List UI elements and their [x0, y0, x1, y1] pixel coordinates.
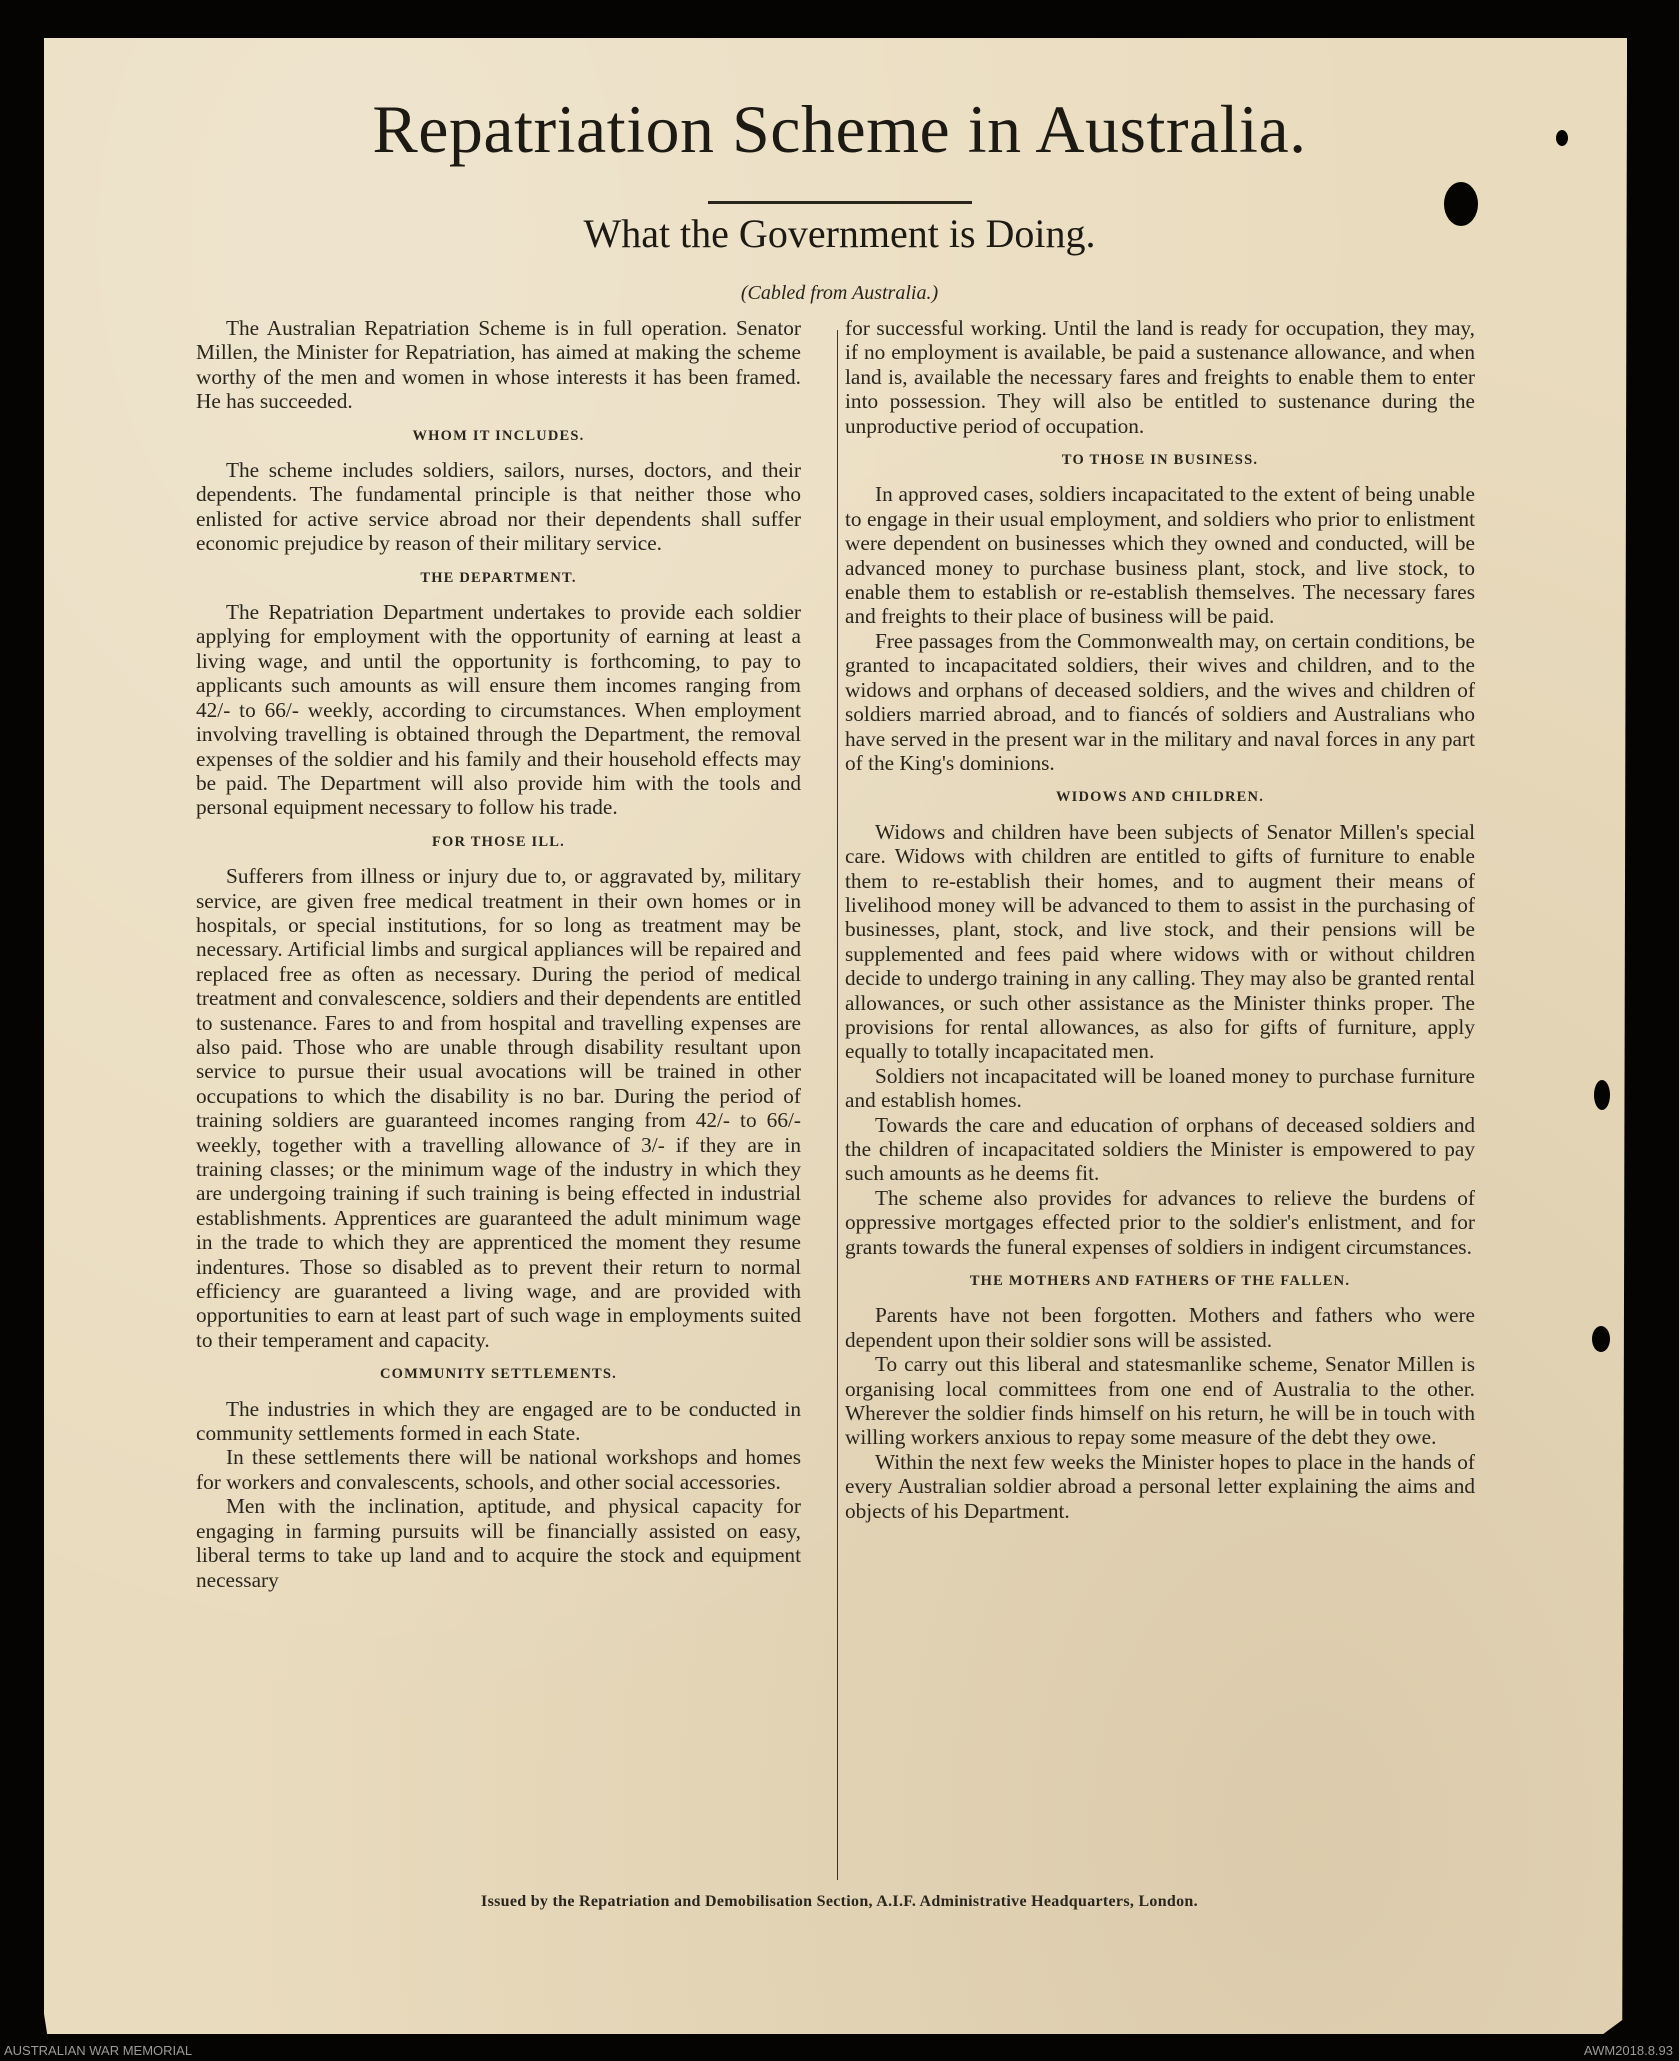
issued-by-footer: Issued by the Repatriation and Demobilisation Section, A.I.F. Administrative Headquarters, London. [481, 1893, 1198, 1910]
section-heading: THE DEPARTMENT. [420, 569, 577, 586]
paragraph: Parents have not been forgotten. Mothers and fathers who were dependent upon their soldier sons will be assisted. [845, 1303, 1475, 1352]
paragraph: Towards the care and education of orphans of deceased soldiers and the children of incapacitated soldiers the Minister is empowered to pay such amounts as he deems fit. [845, 1112, 1475, 1186]
title-divider [708, 201, 972, 204]
paragraph: In these settlements there will be national workshops and homes for workers and convalescents, schools, and other social accessories. [196, 1445, 801, 1494]
section-heading: FOR THOSE ILL. [432, 833, 565, 850]
paragraph: In approved cases, soldiers incapacitated to the extent of being unable to engage in their usual employment, and soldiers who prior to enlistment were dependent on businesses which they owned and conducted, will be advanced money to purchase business plant, stock, and live stock, to enable them to establish or re-establish themselves. The necessary fares and freights to their place of business will be paid. [845, 482, 1475, 629]
section-heading: THE MOTHERS AND FATHERS OF THE FALLEN. [969, 1273, 1351, 1290]
paragraph: Men with the inclination, aptitude, and physical capacity for engaging in farming pursuits will be financially assisted on easy, liberal terms to take up land and to acquire the stock and equipment necessary [196, 1494, 801, 1592]
paragraph: The industries in which they are engaged are to be conducted in community settlements formed in each State. [196, 1396, 801, 1446]
section-heading: TO THOSE IN BUSINESS. [1061, 452, 1259, 469]
right-column [845, 316, 1475, 1523]
archive-reference: AWM2018.8.93 [1583, 2043, 1673, 2058]
column-divider [837, 330, 838, 1880]
section-heading: WIDOWS AND CHILDREN. [1055, 789, 1265, 806]
paragraph: Sufferers from illness or injury due to, or aggravated by, military service, are given free medical treatment in their own homes or in hospitals, or special institutions, for so long as treatment may be necessary. Artificial limbs and surgical appliances will be repaired and replaced free as often as necessary. During the period of medical treatment and convalescence, soldiers and their dependents are entitled to sustenance. Fares to and from hospital and travelling expenses are also paid. Those who are unable through disability resultant upon service to pursue their usual avocations will be trained in other occupations to which the disability is no bar. During the period of training soldiers are guaranteed incomes ranging from 42/- to 66/- weekly, together with a travelling allowance of 3/- if they are in training classes; or the minimum wage of the industry in which they are undergoing training if such training is being effected in industrial establishments. Apprentices are guaranteed the adult minimum wage in the trade to which they are apprenticed the moment they resume indentures. Those so disabled as to prevent their return to normal efficiency are guaranteed a living wage, and are provided with opportunities to earn at least part of such wage in employments suited to their temperament and capacity. [196, 864, 801, 1352]
document-subtitle: What the Government is Doing. [583, 211, 1096, 256]
section-heading: WHOM IT INCLUDES. [412, 427, 585, 444]
paragraph: Free passages from the Commonwealth may, on certain conditions, be granted to incapacitated soldiers, their wives and children, and to the widows and orphans of deceased soldiers, and the wives and children of soldiers married abroad, and to fiancés of soldiers and Australians who have served in the present war in the military and naval forces in any part of the King's dominions. [845, 628, 1475, 775]
paragraph: for successful working. Until the land is ready for occupation, they may, if no employment is available, be paid a sustenance allowance, and when land is, available the necessary fares and freights to enable them to enter into possession. They will also be entitled to sustenance during the unproductive period of occupation. [845, 316, 1475, 438]
punch-hole [1592, 1326, 1610, 1352]
paragraph: The scheme also provides for advances to relieve the burdens of oppressive mortgages effected prior to the soldier's enlistment, and for grants towards the funeral expenses of soldiers in indigent circumstances. [845, 1185, 1475, 1259]
punch-hole [1594, 1080, 1610, 1110]
cabled-note: (Cabled from Australia.) [740, 282, 939, 304]
document-title: Repatriation Scheme in Australia. [372, 91, 1307, 167]
paragraph: Widows and children have been subjects of Senator Millen's special care. Widows with children are entitled to gifts of furniture to enable them to re-establish their homes, and to augment their means of livelihood money will be advanced to them to assist in the purchasing of businesses, plant, stock, and live stock, and their pensions will be supplemented and fees paid where widows with or without children decide to undergo training in any calling. They may also be granted rental allowances, or such other assistance as the Minister thinks proper. The provisions for rental allowances, as also for gifts of furniture, apply equally to totally incapacitated men. [845, 819, 1475, 1064]
paragraph: To carry out this liberal and statesmanlike scheme, Senator Millen is organising local committees from one end of Australia to the other. Wherever the soldier finds himself on his return, he will be in touch with willing workers anxious to repay some measure of the debt they owe. [845, 1352, 1475, 1450]
paragraph: Within the next few weeks the Minister hopes to place in the hands of every Australian soldier abroad a personal letter explaining the aims and objects of his Department. [845, 1449, 1475, 1523]
archive-caption: AUSTRALIAN WAR MEMORIAL [4, 2043, 193, 2058]
left-column [196, 316, 801, 1592]
paragraph: The scheme includes soldiers, sailors, nurses, doctors, and their dependents. The fundamental principle is that neither those who enlisted for active service abroad nor their dependents shall suffer economic prejudice by reason of their military service. [196, 458, 801, 556]
paragraph: The Australian Repatriation Scheme is in full operation. Senator Millen, the Minister for Repatriation, has aimed at making the scheme worthy of the men and women in whose interests it has been framed. He has succeeded. [196, 316, 801, 414]
section-heading: COMMUNITY SETTLEMENTS. [380, 1366, 617, 1383]
paragraph: Soldiers not incapacitated will be loaned money to purchase furniture and establish homes. [845, 1063, 1475, 1113]
paragraph: The Repatriation Department undertakes to provide each soldier applying for employment with the opportunity of earning at least a living wage, and until the opportunity is forthcoming, to pay to applicants such amounts as will ensure them incomes ranging from 42/- to 66/- weekly, according to circumstances. When employment involving travelling is obtained through the Department, the removal expenses of the soldier and his family and their household effects may be paid. The Department will also provide him with the tools and personal equipment necessary to follow his trade. [196, 600, 801, 820]
